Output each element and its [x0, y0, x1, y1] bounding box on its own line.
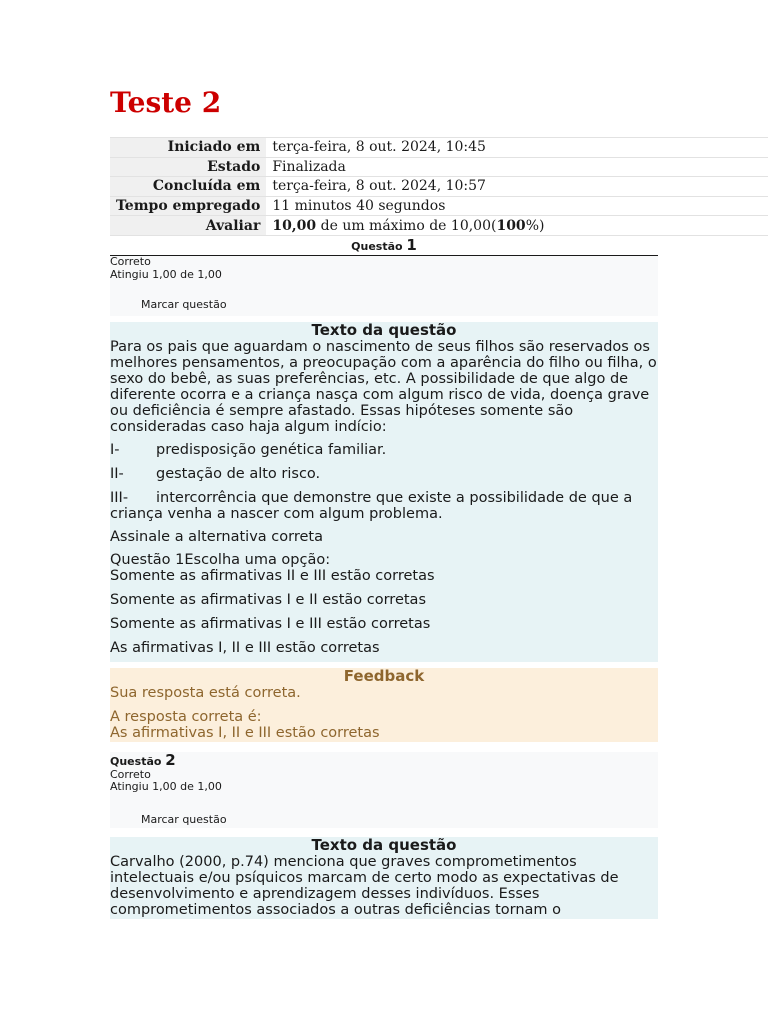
summary-row-completed	[110, 177, 768, 197]
answer-option[interactable]: Somente as afirmativas I e II estão corretas	[110, 592, 426, 608]
summary-row-state	[110, 157, 768, 177]
grade-percent: 100	[496, 217, 526, 234]
question-number: 2	[165, 751, 176, 769]
question-2-info	[110, 752, 658, 828]
answer-option[interactable]: Somente as afirmativas II e III estão corretas	[110, 568, 435, 584]
feedback-header: Feedback	[343, 667, 425, 685]
feedback-result: Sua resposta está correta.	[110, 685, 301, 701]
answer-option[interactable]: As afirmativas I, II e III estão corretas	[110, 640, 380, 656]
statement-text: intercorrência que demonstre que existe a possibilidade de que a criança venha a nascer com algum problema.	[110, 490, 633, 522]
question-score: Atingiu 1,00 de 1,00	[110, 267, 222, 281]
question-text-header: Texto da questão	[311, 836, 457, 854]
grade-value	[266, 216, 768, 236]
summary-label: Avaliar	[110, 216, 266, 236]
question-instruction: Assinale a alternativa correta	[110, 529, 323, 545]
statement-text: predisposição genética familiar.	[156, 442, 387, 458]
question-label: Questão	[110, 755, 162, 768]
summary-value: terça-feira, 8 out. 2024, 10:57	[266, 177, 768, 197]
question-1-heading	[110, 236, 658, 254]
summary-value: 11 minutos 40 segundos	[266, 196, 768, 216]
summary-row-grade	[110, 216, 768, 236]
summary-value: terça-feira, 8 out. 2024, 10:45	[266, 138, 768, 158]
question-1-info	[110, 256, 658, 316]
flag-question-link[interactable]: Marcar questão	[141, 813, 227, 826]
statement-number: I-	[110, 442, 120, 458]
attempt-summary-table	[110, 137, 768, 236]
question-prompt: Carvalho (2000, p.74) menciona que graves comprometimentos intelectuais e/ou psíquicos marcam de certo modo as expectativas de desenvolvimento e aprendizagem desses indivíduos. Esses comprometimentos associados a outras deficiências tornam o	[110, 854, 619, 918]
statement-text: gestação de alto risco.	[156, 466, 321, 482]
summary-label: Tempo empregado	[110, 196, 266, 216]
question-status: Correto	[110, 767, 151, 781]
summary-row-started	[110, 138, 768, 158]
grade-score: 10,00	[272, 217, 317, 234]
feedback-answer-label: A resposta correta é:	[110, 709, 262, 725]
question-text-header: Texto da questão	[311, 321, 457, 339]
question-2-text	[110, 837, 658, 919]
question-prompt: Para os pais que aguardam o nascimento de seus filhos são reservados os melhores pensamentos, a preocupação com a aparência do filho ou filha, o sexo do bebê, as suas preferências, etc. A possibilidade de que algo de diferente ocorra e a criança nasça com algum risco de vida, doença grave ou deficiência é sempre afastado. Essas hipóteses somente são consideradas caso haja algum indício:	[110, 339, 657, 435]
summary-row-time-taken	[110, 196, 768, 216]
summary-label: Iniciado em	[110, 138, 266, 158]
question-1-text	[110, 322, 658, 662]
question-label: Questão	[351, 240, 403, 253]
question-1-feedback	[110, 668, 658, 742]
summary-label: Estado	[110, 157, 266, 177]
flag-question-link[interactable]: Marcar questão	[141, 298, 227, 311]
grade-percent-suffix: %)	[525, 217, 545, 234]
statement-item	[110, 466, 658, 482]
answer-option[interactable]: Somente as afirmativas I e III estão corretas	[110, 616, 431, 632]
choose-option-label: Questão 1Escolha uma opção:	[110, 552, 331, 568]
question-2-heading	[110, 751, 658, 769]
question-status: Correto	[110, 255, 151, 268]
page-title: Teste 2	[110, 86, 222, 119]
summary-value: Finalizada	[266, 157, 768, 177]
question-score: Atingiu 1,00 de 1,00	[110, 780, 222, 793]
feedback-correct-answer: As afirmativas I, II e III estão corretas	[110, 725, 380, 741]
summary-label: Concluída em	[110, 177, 266, 197]
question-number: 1	[406, 236, 417, 254]
statement-number: III-	[110, 490, 129, 506]
statement-item	[110, 442, 658, 458]
grade-max: de um máximo de 10,00(	[316, 217, 497, 234]
statement-item	[110, 490, 658, 522]
statement-number: II-	[110, 466, 124, 482]
